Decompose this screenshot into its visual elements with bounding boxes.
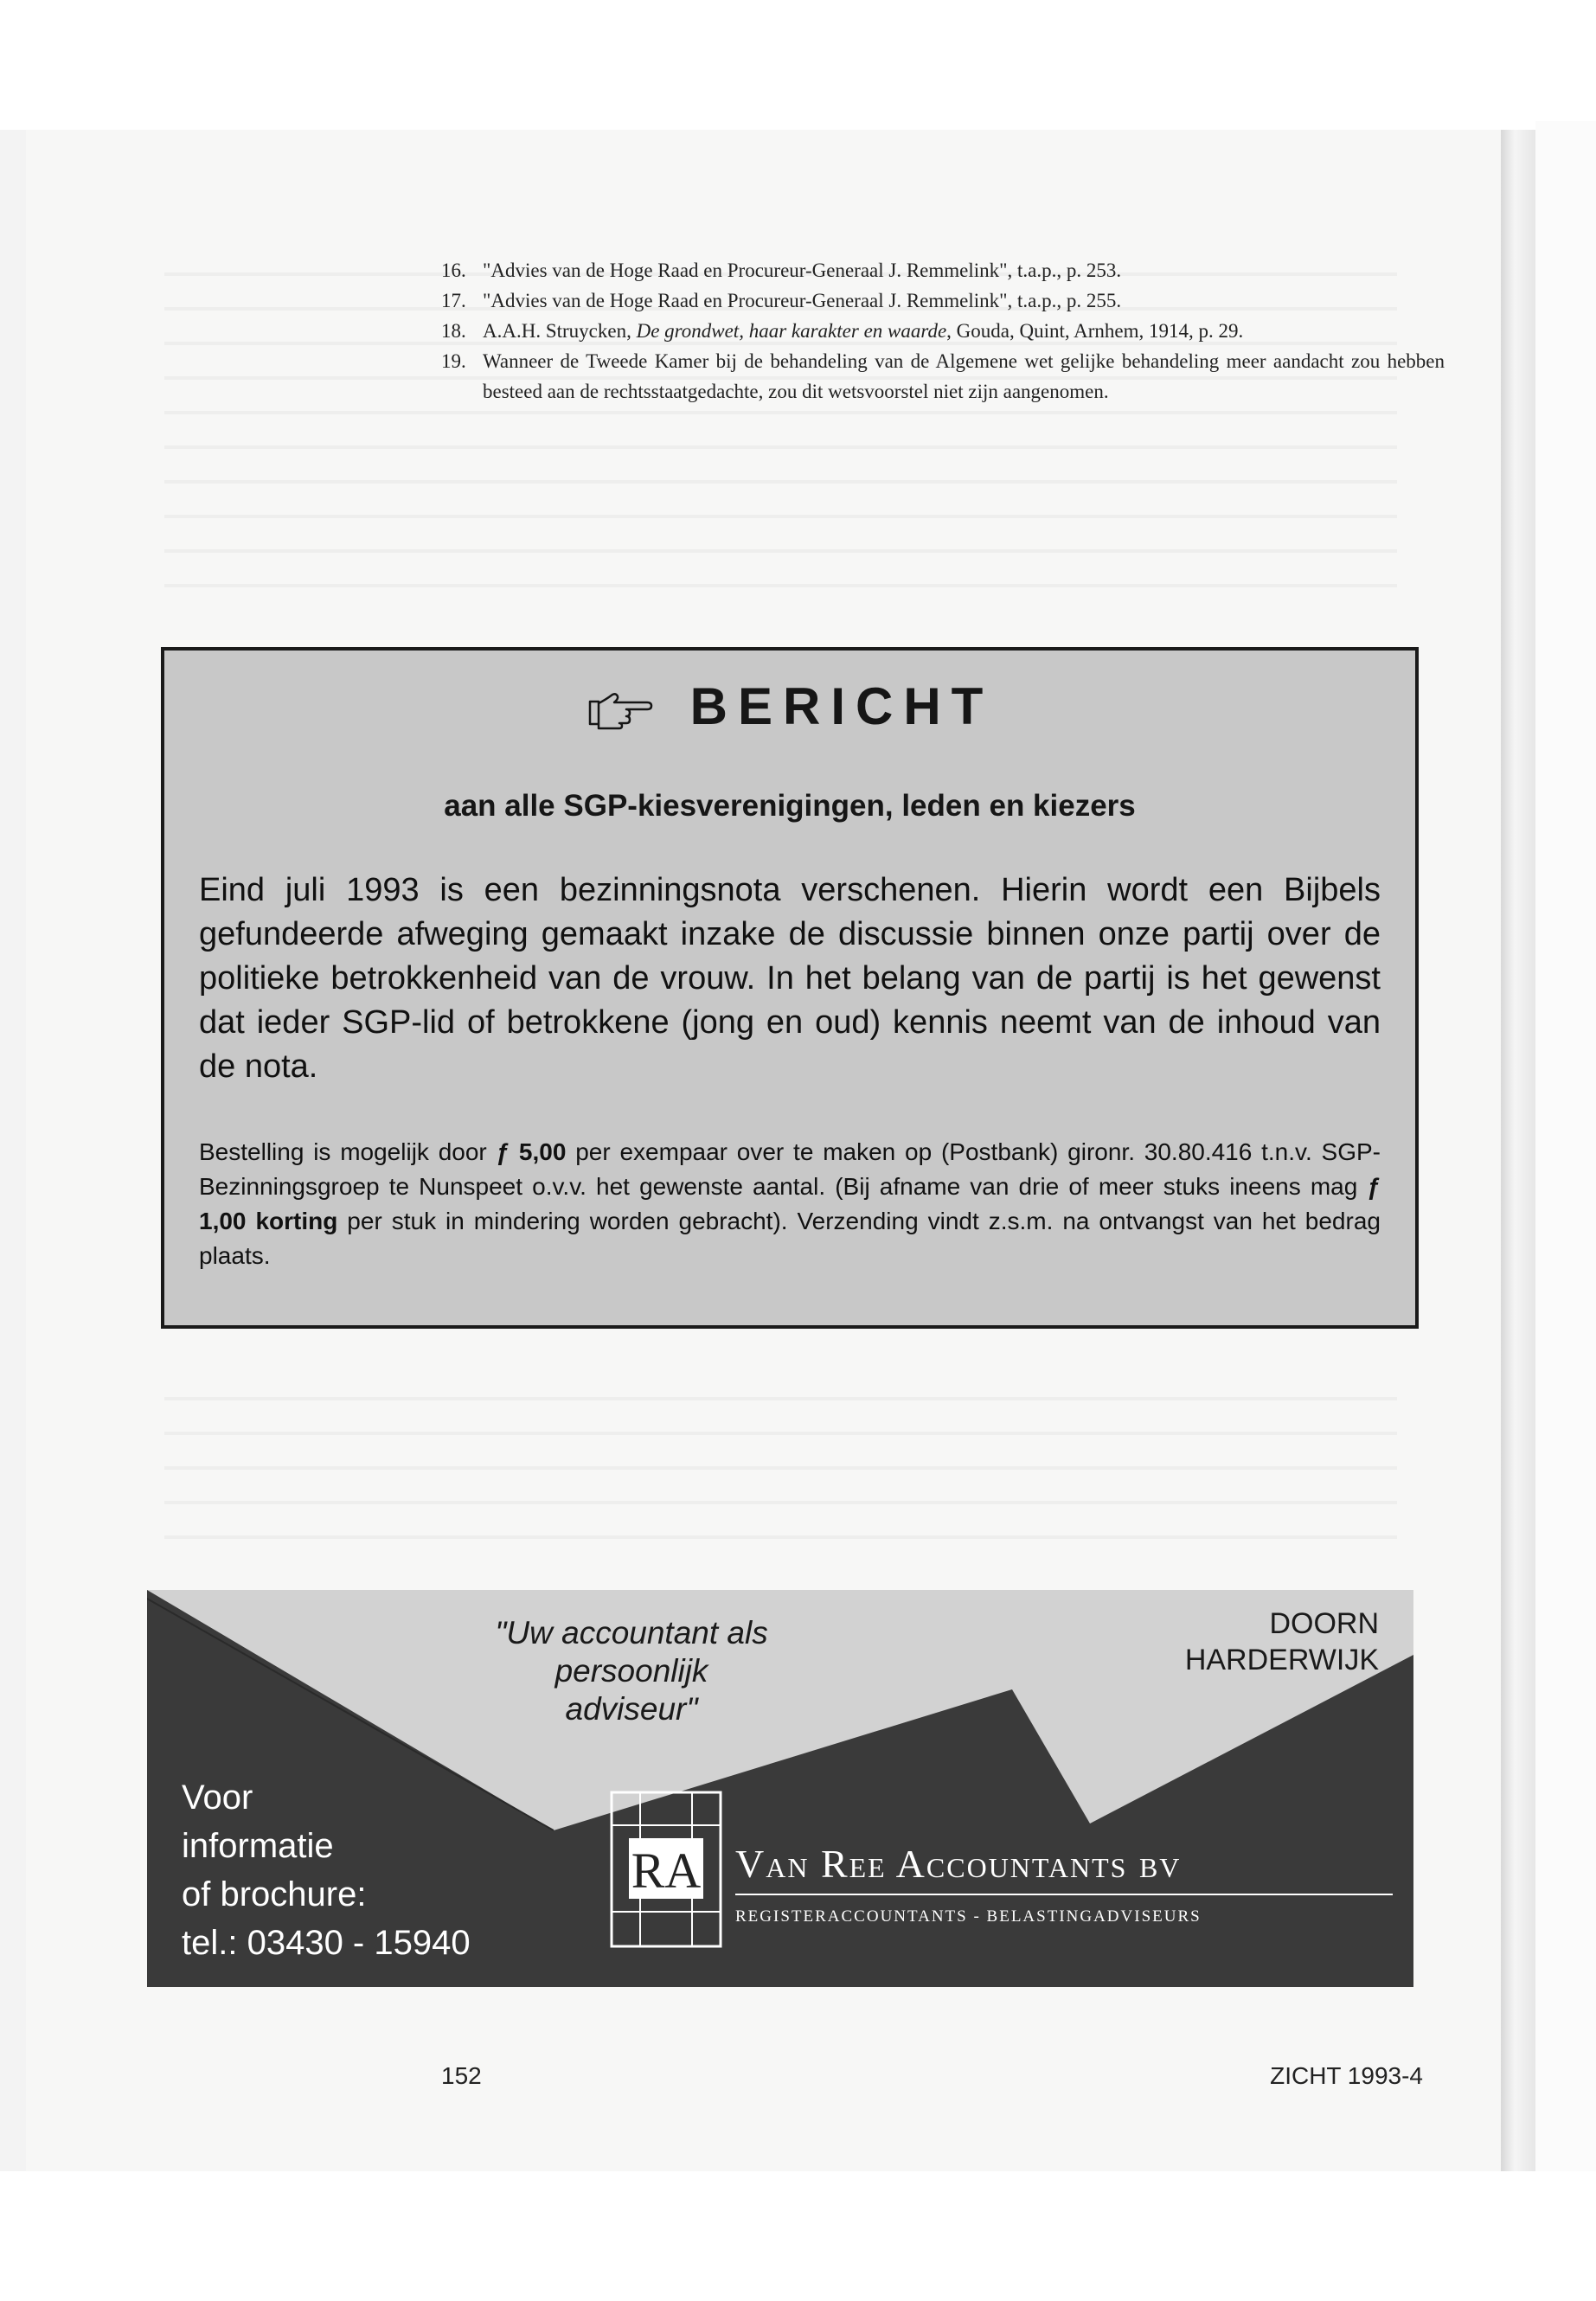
firm-tagline: REGISTERACCOUNTANTS - BELASTINGADVISEURS (735, 1907, 1202, 1926)
bericht-subtitle: aan alle SGP-kiesverenigingen, leden en kiezers (444, 789, 1136, 823)
bericht-main-text: Eind juli 1993 is een bezinningsnota verschenen. Hierin wordt een Bijbels gefundeerde afweging gemaakt inzake de discussie binnen onze partij over de politieke betrokkenheid van de vrouw. In het belang van de partij is het gewenst dat ieder SGP-lid of betrokkene (jong en oud) kennis neemt van de inhoud van de nota. (199, 872, 1381, 1085)
magazine-page (26, 130, 1501, 2171)
advert-locations: DOORN HARDERWIJK (1184, 1607, 1379, 1676)
advert-contact-info: Voor informatie of brochure: tel.: 03430 - 15940 (182, 1779, 471, 1962)
footnote: 16. "Advies van de Hoge Raad en Procureur-Generaal J. Remmelink", t.a.p., p. 253. (441, 260, 1122, 281)
accountant-advertisement (147, 1590, 1413, 1987)
svg-text:RA: RA (631, 1843, 702, 1899)
ra-logo-icon (610, 1791, 722, 1948)
firm-name: Van Ree Accountants bv (735, 1841, 1393, 1895)
firm-name-block (735, 1841, 1393, 1926)
bericht-order-text: Bestelling is mogelijk door ƒ 5,00 per exempaar over te maken op (Postbank) gironr. 30.80.416 t.n.v. SGP-Bezinningsgroep te Nunspeet o.v.v. het gewenste aantal. (Bij afname van drie of meer stuks ineens mag ƒ 1,00 korting per stuk in mindering worden gebracht). Verzending vindt z.s.m. na ontvangst van het bedrag plaats. (199, 1138, 1381, 1269)
bericht-announcement-box (161, 647, 1419, 1329)
footnote: 17. "Advies van de Hoge Raad en Procureur-Generaal J. Remmelink", t.a.p., p. 255. (441, 290, 1122, 311)
photo-background-top (0, 0, 1596, 130)
footnotes (441, 255, 1445, 407)
page-left-edge (0, 130, 26, 2171)
bericht-heading: BERICHT (164, 676, 1415, 736)
page-number: 152 (441, 2062, 482, 2089)
book-spine (1501, 130, 1535, 2171)
next-page-edge (1535, 121, 1596, 2171)
photo-background-bottom (0, 2171, 1596, 2301)
pointing-hand-icon (586, 691, 656, 730)
issue-label: ZICHT 1993-4 (1270, 2062, 1423, 2089)
footnote: 19. Wanneer de Tweede Kamer bij de behandeling van de Algemene wet gelijke behandeling meer aandacht zou hebben besteed aan de rechtsstaatgedachte, zou dit wetsvoorstel niet zijn aangenomen. (441, 350, 1445, 402)
footnote: 18. A.A.H. Struycken, De grondwet, haar karakter en waarde, Gouda, Quint, Arnhem, 1914, p. 29. (441, 320, 1244, 342)
advert-slogan: "Uw accountant als persoonlijk adviseur" (495, 1615, 768, 1727)
